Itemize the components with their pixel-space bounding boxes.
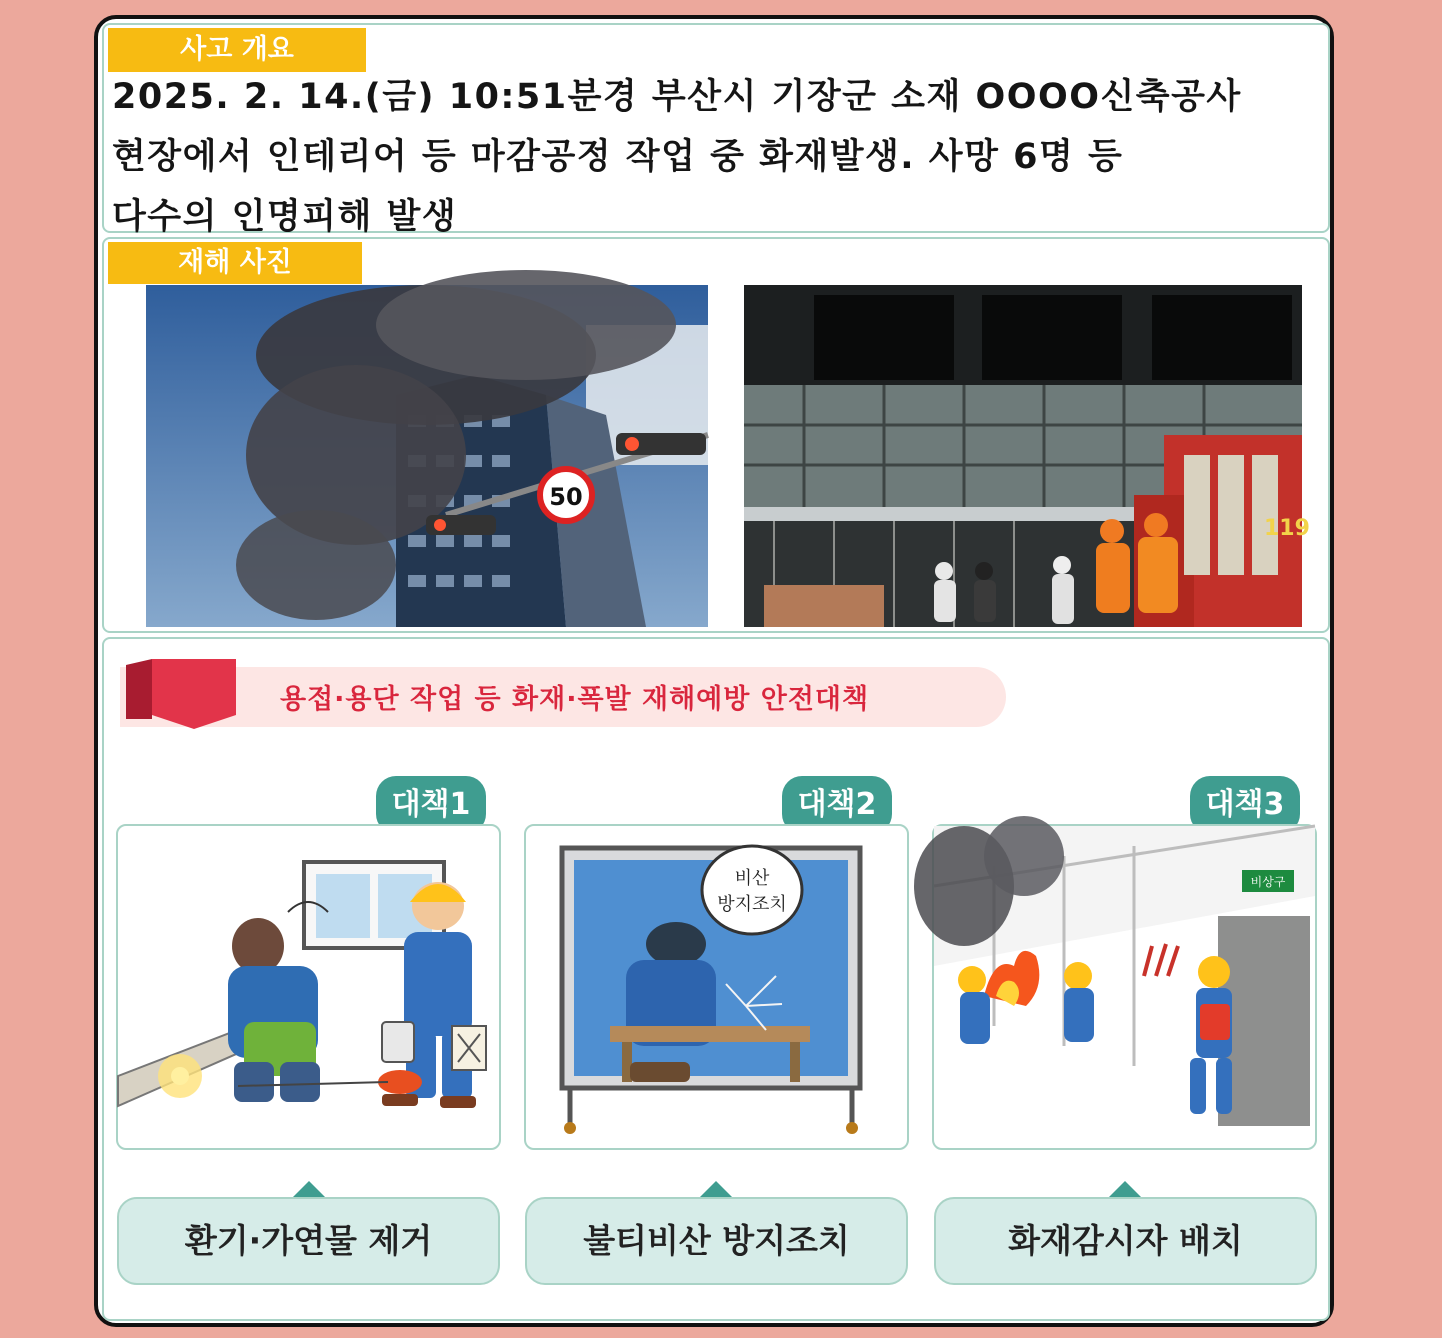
burned-building-photo (744, 285, 1310, 627)
overview-tag: 사고 개요 (108, 28, 366, 72)
exit-sign-text: 비상구 (1250, 875, 1286, 889)
measure-label-1: 환기·가연물 제거 (117, 1197, 500, 1285)
measure-label-2: 불티비산 방지조치 (525, 1197, 908, 1285)
bookmark-icon (126, 659, 236, 731)
photos-panel (102, 237, 1330, 633)
photos-tag: 재해 사진 (108, 242, 362, 284)
overview-panel (102, 23, 1330, 237)
fire-tower-image (146, 285, 708, 627)
notice-card (94, 15, 1334, 1327)
illustration-fire-watch (932, 824, 1317, 1150)
ventilation-illustration (118, 826, 499, 1148)
badge-measure-1: 대책1 (376, 776, 486, 834)
measure-label-3: 화재감시자 배치 (934, 1197, 1317, 1285)
illustration-spark-screen (524, 824, 909, 1150)
measures-title: 용접·용단 작업 등 화재·폭발 재해예방 안전대책 (280, 684, 870, 715)
bubble-line-2: 방지조치 (717, 894, 787, 915)
measures-banner (120, 667, 1006, 727)
pointer-1 (293, 1181, 325, 1197)
badge-measure-2: 대책2 (782, 776, 892, 834)
burned-building-image (744, 285, 1310, 627)
pointer-2 (700, 1181, 732, 1197)
pointer-3 (1109, 1181, 1141, 1197)
fire-tower-photo (146, 285, 708, 627)
overview-line-1: 2025. 2. 14.(금) 10:51분경 부산시 기장군 소재 OOOO신축공사 (112, 77, 1242, 117)
overview-line-3: 다수의 인명피해 발생 (112, 197, 458, 237)
truck-mark-text: 119 (1264, 516, 1310, 541)
speed-sign-text: 50 (549, 483, 583, 511)
spark-screen-illustration (526, 826, 907, 1148)
overview-text (112, 67, 1332, 247)
bubble-line-1: 비산 (734, 868, 770, 889)
fire-watch-illustration (934, 826, 1315, 1148)
overview-line-2: 현장에서 인테리어 등 마감공정 작업 중 화재발생. 사망 6명 등 (112, 137, 1124, 177)
illustration-ventilation (116, 824, 501, 1150)
badge-measure-3: 대책3 (1190, 776, 1300, 834)
